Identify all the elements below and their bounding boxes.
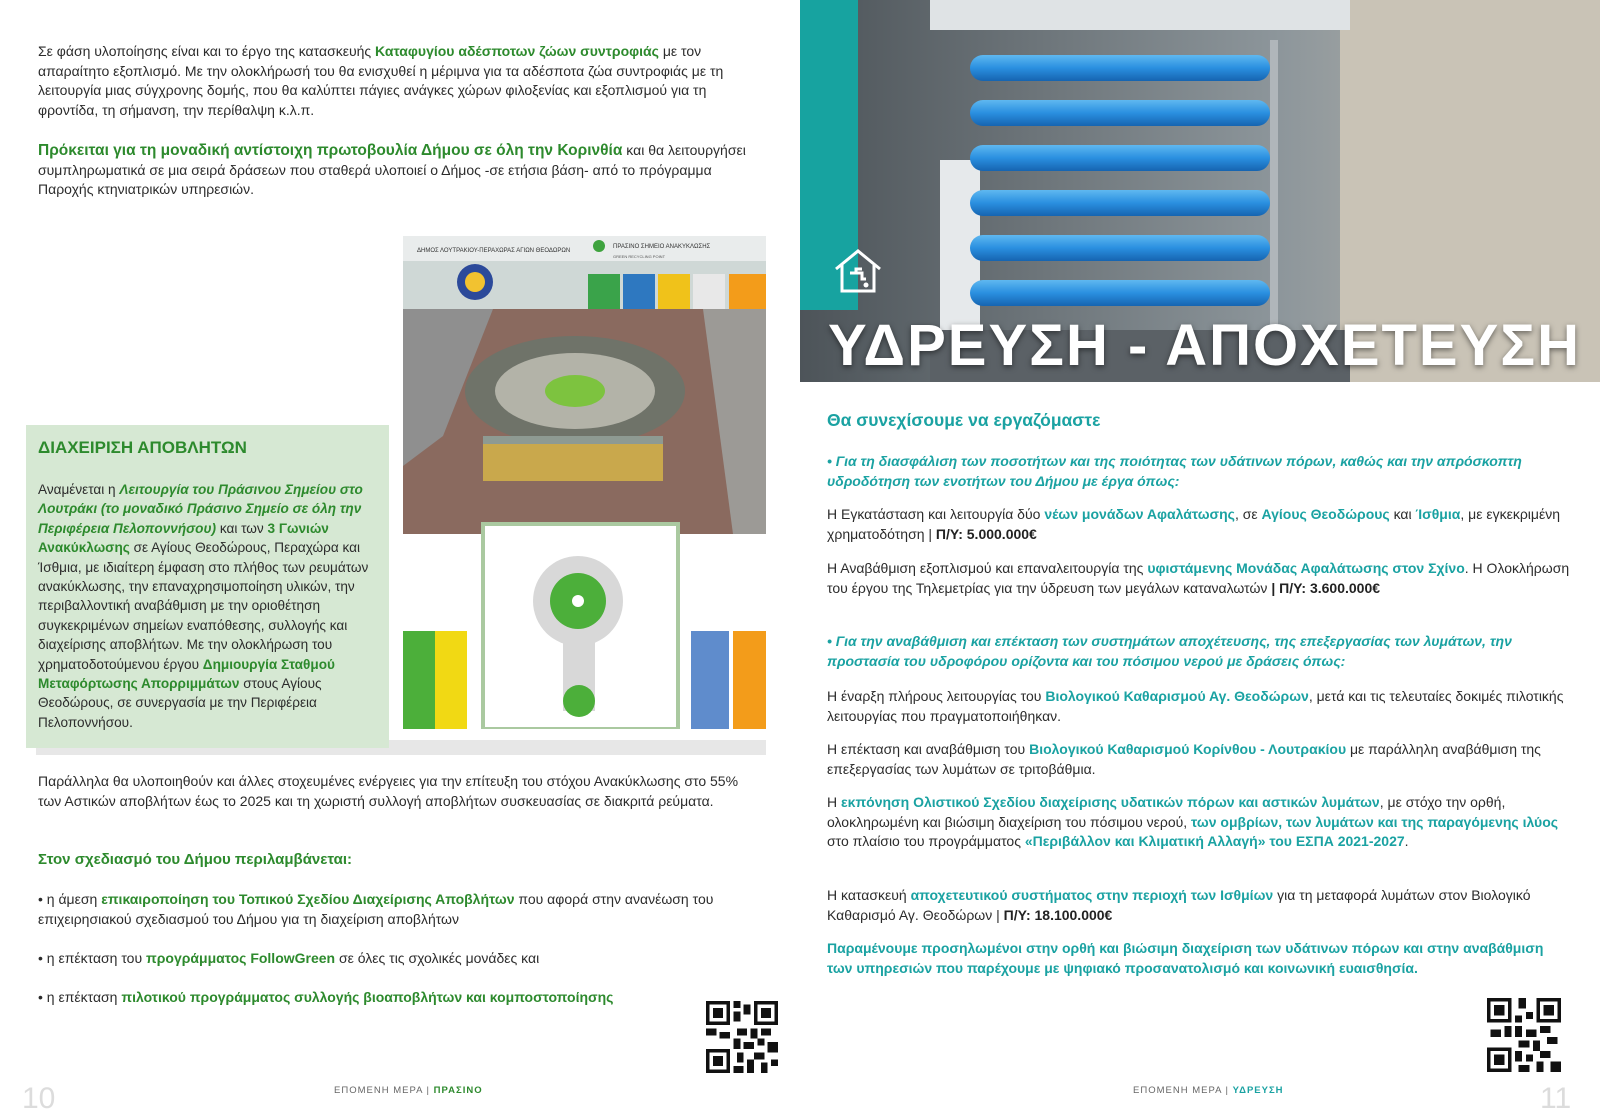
recycle-pin-icon (593, 240, 605, 252)
green-point-highlight: Λειτουργία του Πράσινου Σημείου στο Λουτράκι (το μοναδικό Πράσινο Σημείο σε όλη την Περιφέρεια Πελοποννήσου) (38, 482, 363, 536)
waste-management-title: ΔΙΑΧΕΙΡΙΣΗ ΑΠΟΒΛΗΤΩΝ (38, 438, 247, 457)
footer-left: ΕΠΟΜΕΝΗ ΜΕΡΑ | ΠΡΑΣΙΝΟ (334, 1085, 483, 1096)
intro-paragraph (38, 42, 758, 120)
korinthos-plant-paragraph: Η επέκταση και αναβάθμιση του Βιολογικού Καθαρισμού Κορίνθου - Λουτρακίου με παράλληλη αναβάθμιση της επεξεργασίας των λυμάτων σε τριτοβάθμια. (827, 741, 1541, 777)
house-tap-icon (832, 245, 884, 297)
recycling-point-image (403, 236, 766, 729)
plan-title: Στον σχεδιασμό του Δήμου περιλαμβάνεται: (38, 851, 353, 868)
plan-bullet-3: • η επέκταση πιλοτικού προγράμματος συλλογής βιοαποβλήτων και κομποστοποίησης (38, 989, 614, 1005)
initiative-paragraph (38, 141, 758, 200)
plan-bullet-1: • η άμεση επικαιροποίηση του Τοπικού Σχεδίου Διαχείρισης Αποβλήτων που αφορά στην ανανέωση του επιχειρησιακού σχεδιασμού του Δήμου για τη διαχείριση αποβλήτων (38, 891, 714, 927)
ag-theodoroi-plant-paragraph: Η έναρξη πλήρους λειτουργίας του Βιολογικού Καθαρισμού Αγ. Θεοδώρων, μετά και τις τελευταίες δοκιμές πιλοτικής λειτουργίας που πραγματοποιήθηκαν. (827, 688, 1564, 724)
municipality-sign: ΔΗΜΟΣ ΛΟΥΤΡΑΚΙΟΥ-ΠΕΡΑΧΩΡΑΣ ΑΓΙΩΝ ΘΕΟΔΩΡΩΝ (417, 248, 571, 254)
water-bullet-1: • Για τη διασφάλιση των ποσοτήτων και της ποιότητας των υδάτινων πόρων, καθώς και την απρόσκοπτη υδροδότηση των ενοτήτων του Δήμου με έργα όπως: (827, 453, 1522, 489)
closing-statement: Παραμένουμε προσηλωμένοι στην ορθή και βιώσιμη διαχείριση των υδάτινων πόρων και στην αναβάθμιση των υπηρεσιών που παρέχουμε με ψηφιακό προσανατολισμό και κοινωνική ευαισθησία. (827, 940, 1544, 976)
schinos-paragraph: Η Αναβάθμιση εξοπλισμού και επαναλειτουργία της υφιστάμενης Μονάδας Αφαλάτωσης στον Σχίνο. Η Ολοκλήρωση του έργου της Τηλεμετρίας για την ύδρευση των μεγάλων καταναλωτών | Π/Υ: 3.600.000€ (827, 560, 1570, 596)
holistic-plan-paragraph: Η εκπόνηση Ολιστικού Σχεδίου διαχείρισης υδατικών πόρων και αστικών λυμάτων, με στόχο την ορθή, ολοκληρωμένη και βιώσιμη διαχείριση του πόσιμου νερού, των ομβρίων, των λυμάτων και της παραγόμενης ιλύος στο πλαίσιο του προγράμματος «Περιβάλλον και Κλιματική Αλλαγή» του ΕΣΠΑ 2021-2027. (827, 794, 1559, 849)
recycling-target-paragraph: Παράλληλα θα υλοποιηθούν και άλλες στοχευμένες ενέργειες για την επίτευξη του στόχου Ανακύκλωσης στο 55% των Αστικών αποβλήτων έως το 2025 και τη χωριστή συλλογή αποβλήτων συσκευασίας σε διακριτά ρεύματα. (38, 773, 739, 809)
water-subtitle: Θα συνεχίσουμε να εργαζόμαστε (827, 410, 1101, 430)
green-point-sign: ΠΡΑΣΙΝΟ ΣΗΜΕΙΟ ΑΝΑΚΥΚΛΩΣΗΣ (613, 244, 711, 250)
intro-text-2: με τον απαραίτητο εξοπλισμό. Με την ολοκλήρωσή του θα ενισχυθεί η μέριμνα για τα αδέσποτα ζώα συντροφιάς με τη λειτουργία μιας σύγχρονης δομής, που θα καλύπτει πάγιες ανάγκες χώρων φιλοξενίας και εξοπλισμού για τη φροντίδα, τη σήμανση, την περίθαλψη κ.λ.π. (38, 43, 724, 118)
shelter-highlight: Καταφυγίου αδέσποτων ζώων συντροφιάς (375, 43, 659, 59)
intro-text-1: Σε φάση υλοποίησης είναι και το έργο της κατασκευής (38, 43, 376, 59)
desalination-paragraph: Η Εγκατάσταση και λειτουργία δύο νέων μονάδων Αφαλάτωσης, σε Αγίους Θεοδώρους και Ίσθμια, με εγκεκριμένη χρηματοδότηση | Π/Υ: 5.000.000€ (827, 506, 1560, 542)
page-number-right: 11 (1540, 1082, 1572, 1115)
footer-right: ΕΠΟΜΕΝΗ ΜΕΡΑ | ΥΔΡΕΥΣΗ (1133, 1085, 1284, 1096)
transfer-station-highlight: Δημιουργία Σταθμού Μεταφόρτωσης Απορριμμάτων (38, 656, 335, 692)
initiative-highlight: Πρόκειται για τη μοναδική αντίστοιχη πρωτοβουλία Δήμου σε όλη την Κορινθία (38, 142, 623, 159)
isthmia-sewage-paragraph: Η κατασκευή αποχετευτικού συστήματος στην περιοχή των Ισθμίων για τη μεταφορά λυμάτων στον Βιολογικό Καθαρισμό Αγ. Θεοδώρων | Π/Υ: 18.100.000€ (827, 887, 1531, 923)
sewage-bullet-2: • Για την αναβάθμιση και επέκταση των συστημάτων αποχέτευσης, της επεξεργασίας των λυμάτων, την προστασία του υδροφόρου ορίζοντα και του πόσιμου νερού με δράσεις όπως: (827, 633, 1512, 669)
recycling-corners-highlight: 3 Γωνιών Ανακύκλωσης (38, 520, 329, 556)
page-number-left: 10 (22, 1082, 56, 1115)
waste-management-text: Αναμένεται η Λειτουργία του Πράσινου Σημείου στο Λουτράκι (το μοναδικό Πράσινο Σημείο σε όλη την Περιφέρεια Πελοποννήσου) και των 3 Γωνιών Ανακύκλωσης σε Αγίους Θεοδώρους, Περαχώρα και Ίσθμια, με ιδιαίτερη έμφαση στο πλήθος των ρευμάτων ανακύκλωσης, την επαναχρησιμοποίηση υλικών, την περιβαλλοντική αναβάθμιση με την οριοθέτηση συγκεκριμένων σημείων εναπόθεσης, συλλογής και διαχείρισης αποβλήτων. Με την ολοκλήρωση του χρηματοδοτούμενου έργου Δημιουργία Σταθμού Μεταφόρτωσης Απορριμμάτων στους Αγίους Θεοδώρους, σε συνεργασία με την Περιφέρεια Πελοποννήσου. (38, 482, 369, 730)
qr-code-right[interactable] (1487, 998, 1561, 1072)
initiative-text: και θα λειτουργήσει συμπληρωματικά σε μια σειρά δράσεων που σταθερά υλοποιεί ο Δήμος -σε ετήσια βάση- από το πρόγραμμα Παροχής κτηνιατρικών υπηρεσιών. (38, 142, 746, 197)
plan-bullet-2: • η επέκταση του προγράμματος FollowGreen σε όλες τις σχολικές μονάδες και (38, 950, 540, 966)
hero-title: ΥΔΡΕΥΣΗ - ΑΠΟΧΕΤΕΥΣΗ (828, 313, 1581, 378)
green-point-sign-sub: GREEN RECYCLING POINT (613, 254, 666, 259)
qr-code-left[interactable] (706, 1001, 778, 1073)
